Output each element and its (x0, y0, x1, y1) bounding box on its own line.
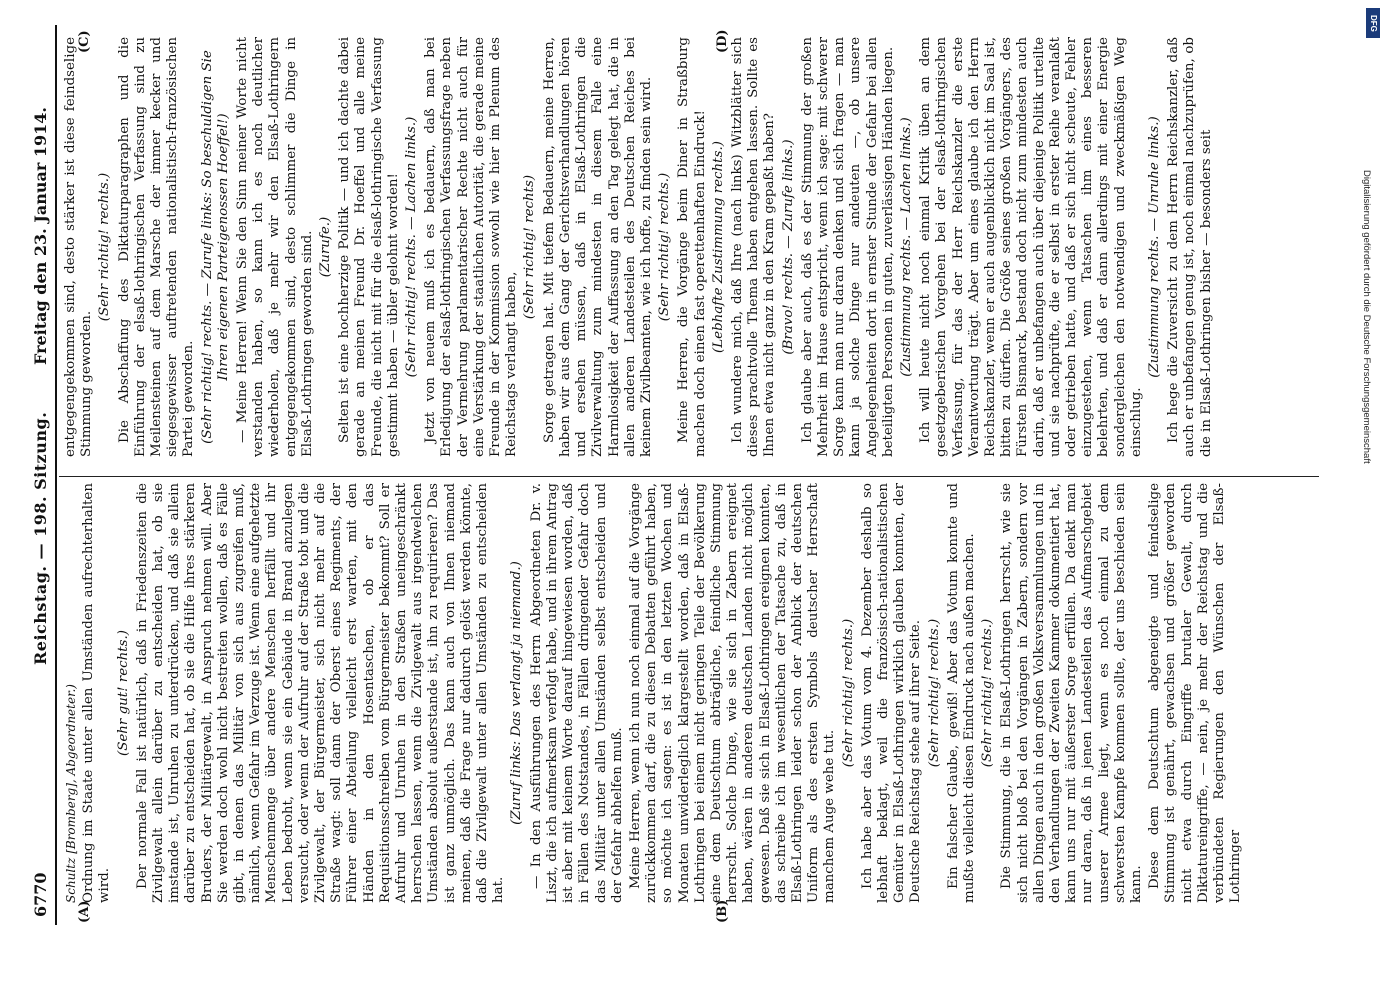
dfg-logo: DFG (1366, 8, 1380, 38)
speaker-line: Schultz [Bromberg], Abgeordneter.) (64, 684, 78, 903)
margin-marker-d: (D) (715, 29, 730, 53)
left-column (63, 483, 1246, 903)
paragraph: Der normale Fall ist natürlich, daß in Friedenszeiten die Zivilgewalt allein darüber zu entscheiden hat, ob sie imstande ist, Unruhen zu unterdrücken, und daß sie allein darüber zu entscheiden hat, ob sie die Hilfe ihres stärkeren Bruders, der Militärgewalt, in Anspruch nehmen will. Aber Sie werden doch wohl nicht bestreiten wollen, daß es Fälle gibt, in denen das Militär von sich aus zugreifen muß, nämlich, wenn Gefahr im Verzuge ist. Wenn eine aufgehetzte Menschenmenge über andere Menschen herfällt und ihr Leben bedroht, wenn sie ein Gebäude in Brand anzulegen versucht, oder wenn der Aufruhr auf der Straße tobt und die Zivilgewalt, der Bürgermeister, sich nicht mehr auf die Straße wagt: soll dann der Oberst eines Regiments, der Führer einer Abteilung vielleicht erst warten, mit den Händen in den Hosentaschen, ob er das Requisitionsschreiben vom Bürgermeister bekommt? Soll er Aufruhr und Unruhen in den Straßen uneingeschränkt herrschen lassen, wenn die Zivilgewalt aus irgendwelchen Umständen absolut außerstande ist, ihn zu requirieren? Das ist ganz unmöglich. Das kann auch von Ihnen niemand meinen, daß die Frage nur dadurch gelöst werden könnte, daß die Zivilgewalt unter allen Umständen zu entscheiden hat. (134, 483, 507, 903)
paragraph: Selten ist eine hochherzige Politik — und ich dachte dabei gerade an meinen Freund Dr. Hoeffel und alle meine Freunde, die nicht mit für die elsaß-lothringische Verfassung gestimmt haben — übler gelohnt worden! (337, 37, 401, 457)
page-header (25, 25, 53, 925)
paragraph: Ich glaube aber auch, daß es der Stimmung der großen Mehrheit im Hause entspricht, wenn ich sage: mit schwerer Sorge kann man nur daran denken und sich fragen — man kann ja solche Dinge nur andeuten —, ob unsere Angelegenheiten dort in ernster Stunde der Gefahr bei allen beteiligten Personen in guten, zuverlässigen Händen liegen. (799, 37, 896, 457)
interjection: (Sehr richtig! rechts) (522, 174, 538, 320)
interjection: (Zustimmung rechts. — Lachen links.) (898, 117, 914, 377)
paragraph: — In den Ausführungen des Herrn Abgeordneten Dr. v. Liszt, die ich aufmerksam verfolgt habe, und in ihrem Antrag ist aber mit keinem Worte darauf hingewiesen worden, daß in Fällen des Notstandes, in Fällen dringender Gefahr doch das Militär unter allen Umständen selbst entscheiden und der Gefahr abhelfen muß. (528, 483, 625, 903)
interjection: (Sehr richtig! rechts.) (980, 618, 996, 768)
paragraph: Ich will heute nicht noch einmal Kritik üben an dem gesetzgeberischen Vorgehen bei der elsaß-lothringischen Verfassung, für das der Herr Reichskanzler die erste Verantwortung trägt. Aber um eines glaube ich den Herrn Reichskanzler, wenn er auch augenblicklich nicht im Saal ist, bitten zu dürfen. Die Größe seines großen Vorgängers, des Fürsten Bismarck, bestand doch nicht zum mindesten auch darin, daß er unbefangen auch über diejenige Politik urteilte und sie nachprüfte, die er selbst in erster Reihe veranlaßt oder getrieben hatte, und daß er sich nicht scheute, Fehler einzugestehen, wenn Tatsachen ihm eines besseren belehrten, und daß er dann allerdings mit einer Energie sondergleichen den notwendigen und zweckmäßigen Weg einschlug. (918, 37, 1144, 457)
interjection: (Sehr richtig! rechts.) (657, 172, 673, 322)
paragraph: entgegengekommen sind, desto stärker ist diese feindselige Stimmung geworden. (63, 37, 95, 457)
paragraph: Meine Herren, die Vorgänge beim Diner in Straßburg machen doch einen fast operettenhaften Eindruck! (676, 37, 708, 457)
paragraph: Meine Herren, wenn ich nun noch einmal auf die Vorgänge zurückkommen darf, die zu diesen Debatten geführt haben, so möchte ich sagen: es ist in den letzten Wochen und Monaten unwiderleglich klargestellt worden, daß in Elsaß-Lothringen bei einem nicht geringen Teile der Bevölkerung eine dem Deutschtum abträgliche, feindliche Stimmung herrscht. Solche Dinge, wie sie sich in Zabern ereignet haben, wären in anderen deutschen Landen nicht möglich gewesen. Daß sie sich in Elsaß-Lothringen ereignen konnten, das schreibe ich im wesentlichen der Tatsache zu, daß in Elsaß-Lothringen leider schon der Anblick der deutschen Uniform als des ersten Symbols deutscher Herrschaft manchem Auge wehe tut. (627, 483, 838, 903)
interjection: (Lebhafte Zustimmung rechts.) (710, 141, 726, 353)
interjection: (Sehr richtig! rechts.) (926, 618, 942, 768)
interjection: (Sehr richtig! rechts. — Lachen links.) (404, 116, 420, 378)
interjection: (Zurufe.) (318, 216, 334, 278)
column-divider (59, 476, 1319, 477)
session-date: Freitag den 23. Januar 1914. (31, 107, 50, 365)
interjection: (Bravo! rechts. — Zurufe links.) (780, 139, 796, 355)
paragraph: Diese dem Deutschtum abgeneigte und feindselige Stimmung ist genährt, gewachsen und größer geworden nicht etwa durch Eingriffe brutaler Gewalt, durch Diktatureingriffe, — nein, je mehr der Reichstag und die verbündeten Regierungen den Wünschen der Elsaß-Lothringer (1147, 483, 1244, 903)
margin-marker-b: (B) (715, 899, 730, 923)
right-column (63, 37, 1217, 457)
paragraph: Sorge getragen hat. Mit tiefem Bedauern, meine Herren, haben wir aus dem Gang der Gerichtsverhandlungen hören und ersehen müssen, daß in Elsaß-Lothringen die Zivilverwaltung zum mindesten in diesem Falle eine Harmlosigkeit der Auffassung an den Tag gelegt hat, die in allen anderen Landesteilen des Deutschen Reiches bei keinem Zivilbeamten, wie ich hoffe, zu finden sein wird. (541, 37, 654, 457)
paragraph: Ordnung im Staate unter allen Umständen aufrechterhalten wird. (81, 483, 113, 903)
interjection: (Sehr richtig! rechts.) (97, 172, 113, 322)
interjection: (Sehr gut! rechts.) (115, 630, 131, 757)
interjection: (Zustimmung rechts. — Unruhe links.) (1147, 116, 1162, 378)
session-title: Reichstag. — 198. Sitzung. (31, 411, 50, 665)
page-number: 6770 (31, 872, 50, 917)
paragraph: Ich hege die Zuversicht zu dem Herrn Reichskanzler, daß auch er unbefangen genug ist, noch einmal nachzuprüfen, ob die in Elsaß-Lothringen bisher — besonders seit (1166, 37, 1214, 457)
paragraph: Ein falscher Glaube, gewiß! Aber das Votum konnte und mußte vielleicht diesen Eindruck nach außen machen. (945, 483, 977, 903)
interjection: (Sehr richtig! rechts.) (840, 618, 856, 768)
margin-marker-a: (A) (77, 900, 92, 923)
paragraph: Ich habe aber das Votum vom 4. Dezember deshalb so lebhaft beklagt, weil die französisch-nationalistischen Gemüter in Elsaß-Lothringen wirklich glauben konnten, der Deutsche Reichstag stehe auf ihrer Seite. (859, 483, 924, 903)
interjection: (Sehr richtig! rechts. — Zurufe links: So beschuldigen Sie Ihren eigenen Parteigenossen Hoeffel!) (199, 50, 231, 444)
paragraph: Die Stimmung, die in Elsaß-Lothringen herrscht, wie sie sich nicht bloß bei den Vorgängen in Zabern, sondern vor allen Dingen auch in den großen Volksversammlungen und in den Verhandlungen der Zweiten Kammer dokumentiert hat, kann uns nur mit äußerster Sorge erfüllen. Da denkt man nur daran, daß in jenen Landesteilen das Aufmarschgebiet unserer Armee liegt, wenn es noch einmal zu dem schwersten Kampfe kommen sollte, der uns beschieden sein kann. (999, 483, 1144, 903)
paragraph: Ich wundere mich, daß Ihre (nach links) Witzblätter sich dieses prachtvolle Thema haben entgehen lassen. Sollte es Ihnen etwa nicht ganz in den Kram gepaßt haben? (729, 37, 778, 457)
margin-marker-c: (C) (77, 30, 92, 53)
header-rule (55, 25, 57, 925)
digitization-credit-text: Digitalisierung gefördert durch die Deutsche Forschungsgemeinschaft (1361, 170, 1372, 464)
paragraph: Jetzt von neuem muß ich es bedauern, daß man bei Erledigung der elsaß-lothringischen Verfassungsfrage neben der Vermehrung parlamentarischer Rechte nicht auch für eine Verstärkung der staatlichen Autorität, die gerade meine Freunde in der Kommission sowohl wie hier im Plenum des Reichstags verlangt haben, (423, 37, 520, 457)
rotated-print-area (25, 25, 1325, 925)
paragraph: Die Abschaffung des Diktaturparagraphen und die Einführung der elsaß-lothringischen Verfassung sind zu Meilensteinen auf dem Marsche der immer kecker und siegesgewisser auftretenden nationalistisch-französischen Partei geworden. (116, 37, 197, 457)
paragraph: — Meine Herren! Wenn Sie den Sinn meiner Worte nicht verstanden haben, so kann ich es noch deutlicher wiederholen, daß je mehr wir den Elsaß-Lothringern entgegengekommen sind, desto schlimmer die Dinge in Elsaß-Lothringen geworden sind. (235, 37, 315, 457)
interjection: (Zuruf links: Das verlangt ja niemand.) (509, 561, 525, 825)
